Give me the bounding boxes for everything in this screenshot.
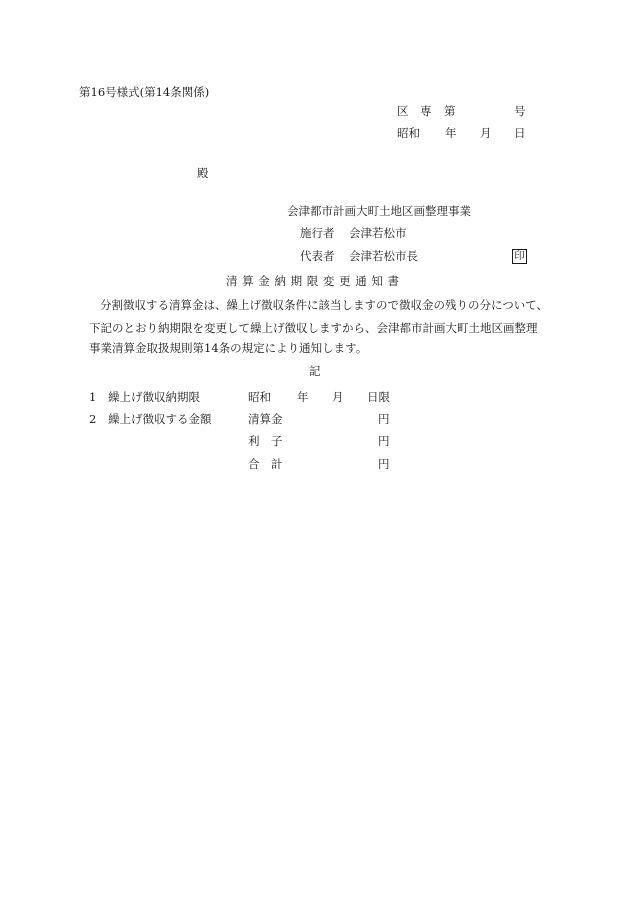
amount-unit-settlement: 円 [378, 412, 390, 426]
issuer-rep-label: 代表者 [300, 249, 335, 263]
item1-label: 繰上げ徴収納期限 [108, 390, 200, 404]
date-era: 昭和 [397, 126, 420, 140]
body-line-3: 事業清算金取扱規則第14条の規定により通知します。 [89, 341, 368, 355]
seal-mark [512, 248, 527, 264]
body-line-1: 分割徴収する清算金は、繰上げ徴収条件に該当しますので徴収金の残りの分について、 [100, 298, 549, 312]
issuer-project: 会津都市計画大町土地区画整理事業 [287, 204, 471, 218]
date-year: 年 [445, 126, 457, 140]
issuer-executor-label: 施行者 [300, 226, 335, 240]
item1-era: 昭和 [248, 390, 271, 404]
notice-title: 清 算 金 納 期 限 変 更 通 知 書 [226, 274, 400, 288]
doc-number-ku: 区 [397, 104, 409, 118]
amount-unit-total: 円 [378, 457, 390, 471]
issuer-executor: 会津若松市 [349, 226, 407, 240]
item1-month: 月 [332, 390, 344, 404]
item1-day: 日限 [367, 390, 390, 404]
amount-label-interest: 利 子 [248, 434, 283, 448]
item1-number: 1 [89, 390, 97, 404]
amount-unit-interest: 円 [378, 434, 390, 448]
addressee-suffix: 殿 [197, 166, 209, 180]
seal-text: 印 [512, 249, 527, 264]
form-label: 第16号様式(第14条関係) [79, 85, 210, 99]
date-month: 月 [480, 126, 492, 140]
doc-number-go: 号 [514, 104, 526, 118]
doc-number-sen: 専 [420, 104, 432, 118]
date-day: 日 [514, 126, 526, 140]
body-line-2: 下記のとおり納期限を変更して繰上げ徴収しますから、会津都市計画大町土地区画整理 [89, 321, 538, 335]
item2-label: 繰上げ徴収する金額 [108, 412, 212, 426]
amount-label-settlement: 清算金 [248, 412, 283, 426]
ki-heading: 記 [309, 364, 321, 378]
item2-number: 2 [89, 412, 97, 426]
doc-number-dai: 第 [444, 104, 456, 118]
amount-label-total: 合 計 [248, 457, 283, 471]
item1-year: 年 [297, 390, 309, 404]
issuer-rep: 会津若松市長 [349, 249, 418, 263]
